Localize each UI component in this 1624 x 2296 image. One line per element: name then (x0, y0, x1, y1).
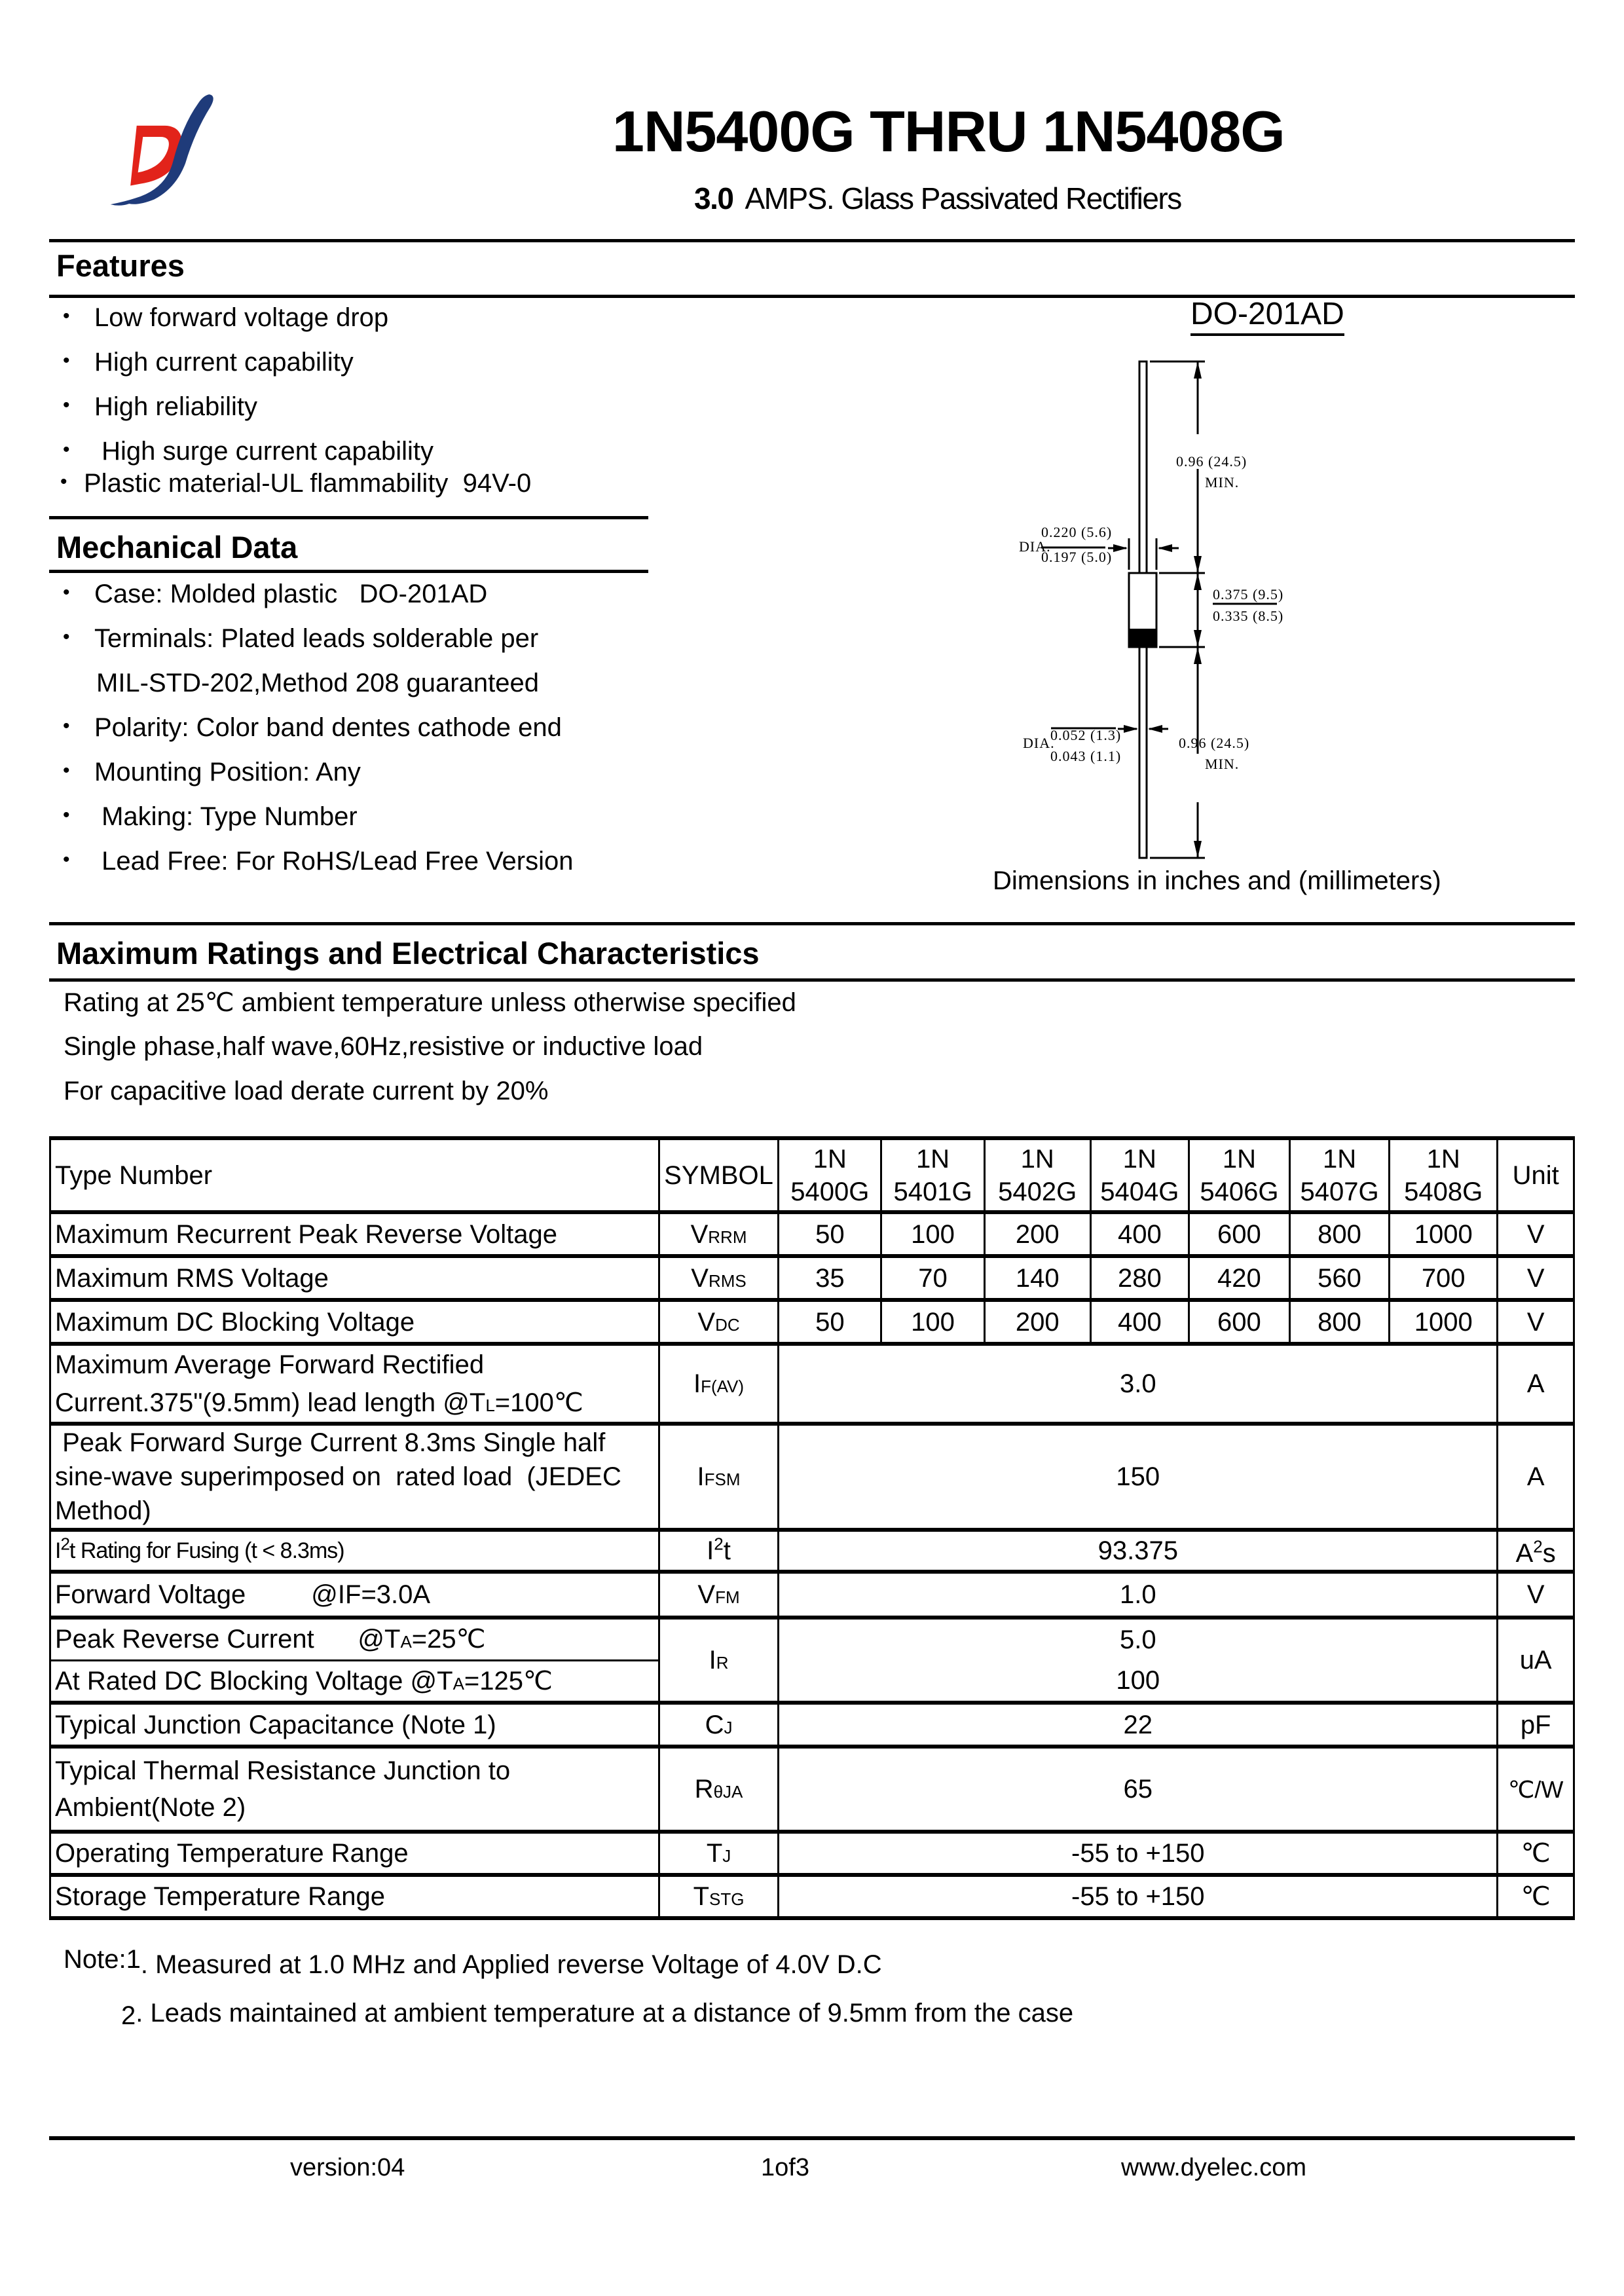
symbol-cell: TJ (659, 1832, 779, 1875)
symbol-cell: IF(AV) (659, 1344, 779, 1424)
header-type-number: Type Number (50, 1138, 659, 1212)
table-row: Maximum RMS Voltage VRMS 35 70 140 280 420 560 700 V (50, 1256, 1574, 1300)
table-row: Typical Junction Capacitance (Note 1) CJ 22 pF (50, 1703, 1574, 1747)
param-cell: Peak Reverse Current @TA=25℃ (50, 1618, 659, 1660)
dim-lead-dia-max: 0.052 (1.3) (1050, 727, 1122, 743)
table-row: Operating Temperature Range TJ -55 to +150 ℃ (50, 1832, 1574, 1875)
subtitle-text: AMPS. Glass Passivated Rectifiers (745, 181, 1181, 215)
package-label: DO-201AD (1190, 296, 1344, 336)
header-part: 1N 5401G (881, 1138, 984, 1212)
mechanical-item: MIL-STD-202,Method 208 guaranteed (96, 669, 539, 697)
symbol-cell: IFSM (659, 1424, 779, 1530)
header-part: 1N 5407G (1289, 1138, 1389, 1212)
bullet-icon: • (63, 849, 70, 871)
header-divider (49, 239, 1575, 242)
rating-condition: Rating at 25℃ ambient temperature unless otherwise specified (64, 988, 796, 1017)
bullet-icon: • (63, 715, 70, 737)
dim-lead-dia-min: 0.043 (1.1) (1050, 748, 1122, 764)
mechanical-item: • Lead Free: For RoHS/Lead Free Version (63, 847, 574, 876)
ratings-top-divider (49, 922, 1575, 925)
bullet-icon: • (63, 760, 70, 782)
ratings-divider (49, 978, 1575, 982)
table-row: Storage Temperature Range TSTG -55 to +150 ℃ (50, 1875, 1574, 1918)
table-header-row (50, 1138, 1574, 1212)
table-row: Typical Thermal Resistance Junction to Ambient(Note 2) RθJA 65 ℃/W (50, 1747, 1574, 1832)
bullet-icon: • (60, 471, 67, 493)
mechanical-heading: Mechanical Data (56, 530, 298, 565)
feature-item: • High surge current capability (63, 437, 434, 466)
header-part: 1N 5402G (984, 1138, 1090, 1212)
table-row: $I^2t$ Rating for Fusing (t < 8.3ms) $I^2t$ 93.375 $A^2s$ (50, 1530, 1574, 1572)
features-divider (49, 295, 1575, 298)
bullet-icon: • (63, 626, 70, 648)
mechanical-item: • Mounting Position: Any (63, 758, 361, 787)
dim-body-dia-prefix: DIA. (1019, 538, 1051, 555)
footer-divider (49, 2136, 1575, 2140)
symbol-cell: VFM (659, 1572, 779, 1618)
rating-condition: For capacitive load derate current by 20% (64, 1077, 549, 1105)
table-row: Maximum DC Blocking Voltage VDC 50 100 200 400 600 800 1000 V (50, 1300, 1574, 1344)
table-row: Forward Voltage @IF=3.0A VFM 1.0 V (50, 1572, 1574, 1618)
footer-version: version:04 (290, 2154, 405, 2181)
note-1: Note:1. Measured at 1.0 MHz and Applied reverse Voltage of 4.0V D.C (64, 1945, 882, 1979)
document-subtitle (694, 181, 1181, 216)
current-rating: 3.0 (694, 181, 733, 215)
mechanical-item: • Making: Type Number (63, 802, 358, 831)
electrical-characteristics-table (49, 1136, 1575, 1920)
symbol-cell: VDC (659, 1300, 779, 1344)
table-row: Maximum Average Forward Rectified Current.375"(9.5mm) lead length @TL=100℃ IF(AV) 3.0 A (50, 1344, 1574, 1424)
table-row: At Rated DC Blocking Voltage @TA=125℃ 100 (50, 1660, 1574, 1703)
dim-lead-top-min: MIN. (1205, 474, 1240, 491)
rating-condition: Single phase,half wave,60Hz,resistive or inductive load (64, 1032, 703, 1061)
symbol-cell: VRMS (659, 1256, 779, 1300)
dim-lead-dia-prefix: DIA. (1023, 735, 1055, 751)
symbol-cell: CJ (659, 1703, 779, 1747)
feature-item: • High reliability (63, 392, 257, 421)
table-row: Peak Reverse Current @TA=25℃ IR 5.0 uA (50, 1618, 1574, 1660)
document-title: 1N5400G THRU 1N5408G (612, 99, 1285, 164)
unit-cell: $A^2s$ (1498, 1530, 1574, 1572)
footer-page-number: 1of3 (761, 2154, 809, 2181)
bullet-icon: • (63, 394, 70, 417)
param-cell: At Rated DC Blocking Voltage @TA=125℃ (50, 1660, 659, 1703)
symbol-cell: IR (659, 1618, 779, 1703)
table-row: Peak Forward Surge Current 8.3ms Single half sine-wave superimposed on rated load (JEDEC Method) IFSM 150 A (50, 1424, 1574, 1530)
features-end-divider (49, 516, 648, 519)
feature-item: • Plastic material-UL flammability 94V-0 (60, 469, 532, 498)
bullet-icon: • (63, 804, 70, 826)
header-part: 1N 5408G (1390, 1138, 1498, 1212)
dimensions-caption: Dimensions in inches and (millimeters) (993, 866, 1441, 895)
bullet-icon: • (63, 305, 70, 327)
header-unit: Unit (1498, 1138, 1574, 1212)
header-part: 1N 5400G (779, 1138, 881, 1212)
dim-lead-bottom: 0.96 (24.5) (1179, 735, 1250, 751)
dim-lead-bottom-min: MIN. (1205, 756, 1240, 772)
dim-lead-top: 0.96 (24.5) (1176, 453, 1247, 470)
header-part: 1N 5404G (1090, 1138, 1189, 1212)
header-symbol: SYMBOL (659, 1138, 779, 1212)
feature-item: • High current capability (63, 348, 354, 377)
mechanical-divider (49, 570, 648, 573)
dim-body-len-max: 0.375 (9.5) (1213, 586, 1284, 602)
table-row: Maximum Recurrent Peak Reverse Voltage VRRM 50 100 200 400 600 800 1000 V (50, 1212, 1574, 1256)
dim-body-dia-max: 0.220 (5.6) (1041, 524, 1113, 540)
bullet-icon: • (63, 350, 70, 372)
footer-website-link[interactable]: www.dyelec.com (1121, 2154, 1306, 2181)
header-part: 1N 5406G (1189, 1138, 1289, 1212)
param-cell: $I^2t$ Rating for Fusing (t < 8.3ms) (50, 1530, 659, 1572)
ratings-heading: Maximum Ratings and Electrical Characteristics (56, 936, 760, 971)
dim-body-len-min: 0.335 (8.5) (1213, 608, 1284, 624)
dim-body-dia-min: 0.197 (5.0) (1041, 549, 1113, 565)
dy-logo-icon (92, 82, 229, 219)
bullet-icon: • (63, 582, 70, 604)
feature-item: • Low forward voltage drop (63, 303, 389, 332)
symbol-cell: $I^2t$ (659, 1530, 779, 1572)
bullet-icon: • (63, 439, 70, 461)
symbol-cell: VRRM (659, 1212, 779, 1256)
company-logo (92, 82, 229, 219)
note-2: 2. Leads maintained at ambient temperature at a distance of 9.5mm from the case (121, 1999, 1074, 2030)
features-heading: Features (56, 248, 185, 283)
mechanical-item: • Polarity: Color band dentes cathode end (63, 713, 562, 742)
symbol-cell: RθJA (659, 1747, 779, 1832)
mechanical-item: • Case: Molded plastic DO-201AD (63, 580, 488, 608)
symbol-cell: TSTG (659, 1875, 779, 1918)
param-cell: Maximum Average Forward Rectified Current.375"(9.5mm) lead length @TL=100℃ (50, 1344, 659, 1424)
mechanical-item: • Terminals: Plated leads solderable per (63, 624, 539, 653)
